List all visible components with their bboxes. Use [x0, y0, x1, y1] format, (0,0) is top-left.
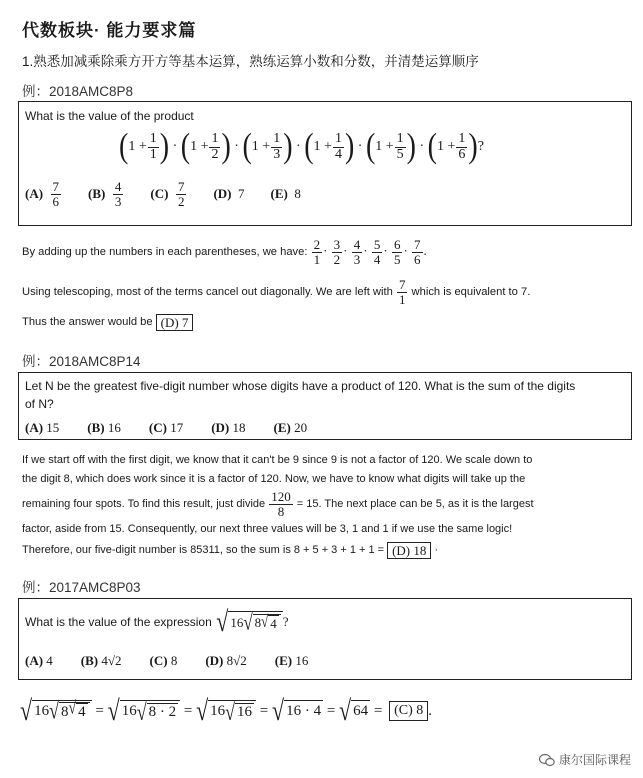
example-3-solution-chain: √ 16 √ 8 √ 4 = √ 16 √ 8 · 2 = √ 16 √ 16 = √ 16 · 4 = √ 64 = (C) 8 .	[20, 694, 433, 727]
example-3-label: 例：2017AMC8P03	[22, 580, 141, 595]
choice-d-label: (D)	[213, 186, 232, 202]
example-1-problem-box	[18, 101, 632, 226]
choice-b-value: $\frac{4}{3}$	[114, 179, 122, 209]
example-2-answer-box: (D) 18	[387, 542, 431, 559]
wechat-icon	[539, 753, 555, 767]
page-title: 代数板块· 能力要求篇	[22, 21, 197, 40]
choice-a-value: $\frac{7}{6}$	[52, 179, 60, 209]
example-1-choices	[25, 180, 301, 208]
choice-b-label: (B)	[88, 186, 106, 202]
example-2-solution-line-3: remaining four spots. To find this result, just divide $\frac{120}{8}$ = 15. The next place can be 5, as it is the largest	[22, 489, 534, 519]
example-2-solution-line-5: Therefore, our five-digit number is 85311, so the sum is 8 + 5 + 3 + 1 + 1 = (D) 18 ·	[22, 543, 439, 558]
example-2-question-line-1: Let N be the greatest five-digit number whose digits have a product of 120. What is the sum of the digits	[25, 379, 576, 393]
example-1-label: 例：2018AMC8P8	[22, 84, 134, 99]
example-1-answer-box: (D) 7	[156, 314, 194, 331]
example-1-question: What is the value of the product	[25, 109, 194, 123]
example-1-product-expression: ( 1 + $\frac{1}{1}$ ) · ( 1 + $\frac{1}{2}$ ) · ( 1 + $\frac{1}{3}$ ) · ( 1 + $\frac{1}{4}$ ) · ( 1 + $\frac{1}{5}$ ) · ( 1 + $\frac{1}{6}$ ) ?	[119, 127, 484, 166]
example-2-solution-line-1: If we start off with the first digit, we know that it can't be 9 since 9 is not a factor of 120. We scale down to	[22, 454, 533, 466]
example-3-problem-box	[18, 598, 632, 680]
example-2-choices: (A) 15 (B) 16 (C) 17 (D) 18 (E) 20	[25, 420, 308, 435]
example-2-solution-line-2: the digit 8, which does work since it is a factor of 120. Now, we have to know what digits will take up the	[22, 473, 526, 485]
choice-e-value: 8	[294, 186, 301, 202]
example-3-question: What is the value of the expression √ 16 √ 8 √ 4 ?	[25, 605, 289, 638]
example-2-question-line-2: of N?	[25, 397, 54, 411]
choice-d-value: 7	[237, 186, 245, 202]
choice-e-label: (E)	[270, 186, 288, 202]
example-1-solution-line-1: By adding up the numbers in each parentheses, we have: $\frac{2}{1}$ · $\frac{3}{2}$ · $\frac{4}{3}$ · $\frac{5}{4}$ · $\frac{6}{5}$ · $\frac{7}{6}$ .	[22, 237, 427, 267]
choice-c-label: (C)	[150, 186, 169, 202]
example-3-radical-expression: √ 16 √ 8 √ 4	[216, 611, 283, 633]
example-2-label: 例：2018AMC8P14	[22, 354, 141, 369]
example-1-solution-line-2: Using telescoping, most of the terms cancel out diagonally. We are left with $\frac{7}{1}$ which is equivalent to 7.	[22, 277, 531, 307]
requirement-text: 1.熟悉加减乘除乘方开方等基本运算，熟练运算小数和分数，并清楚运算顺序	[22, 54, 479, 69]
choice-c-value: $\frac{7}{2}$	[177, 179, 185, 209]
watermark	[539, 751, 631, 768]
example-1-solution-line-3: Thus the answer would be (D) 7	[22, 314, 193, 331]
example-2-solution-line-4: factor, aside from 15. Consequently, our next three values will be 3, 1 and 1 if we use the same logic!	[22, 523, 513, 535]
choice-a-label: (A)	[25, 186, 44, 202]
example-2-problem-box	[18, 372, 632, 440]
example-3-choices: (A) 4 (B) 4√2 (C) 8 (D) 8√2 (E) 16	[25, 653, 309, 668]
example-3-answer-box: (C) 8	[389, 701, 428, 721]
watermark-text: 康尔国际课程	[558, 753, 631, 767]
